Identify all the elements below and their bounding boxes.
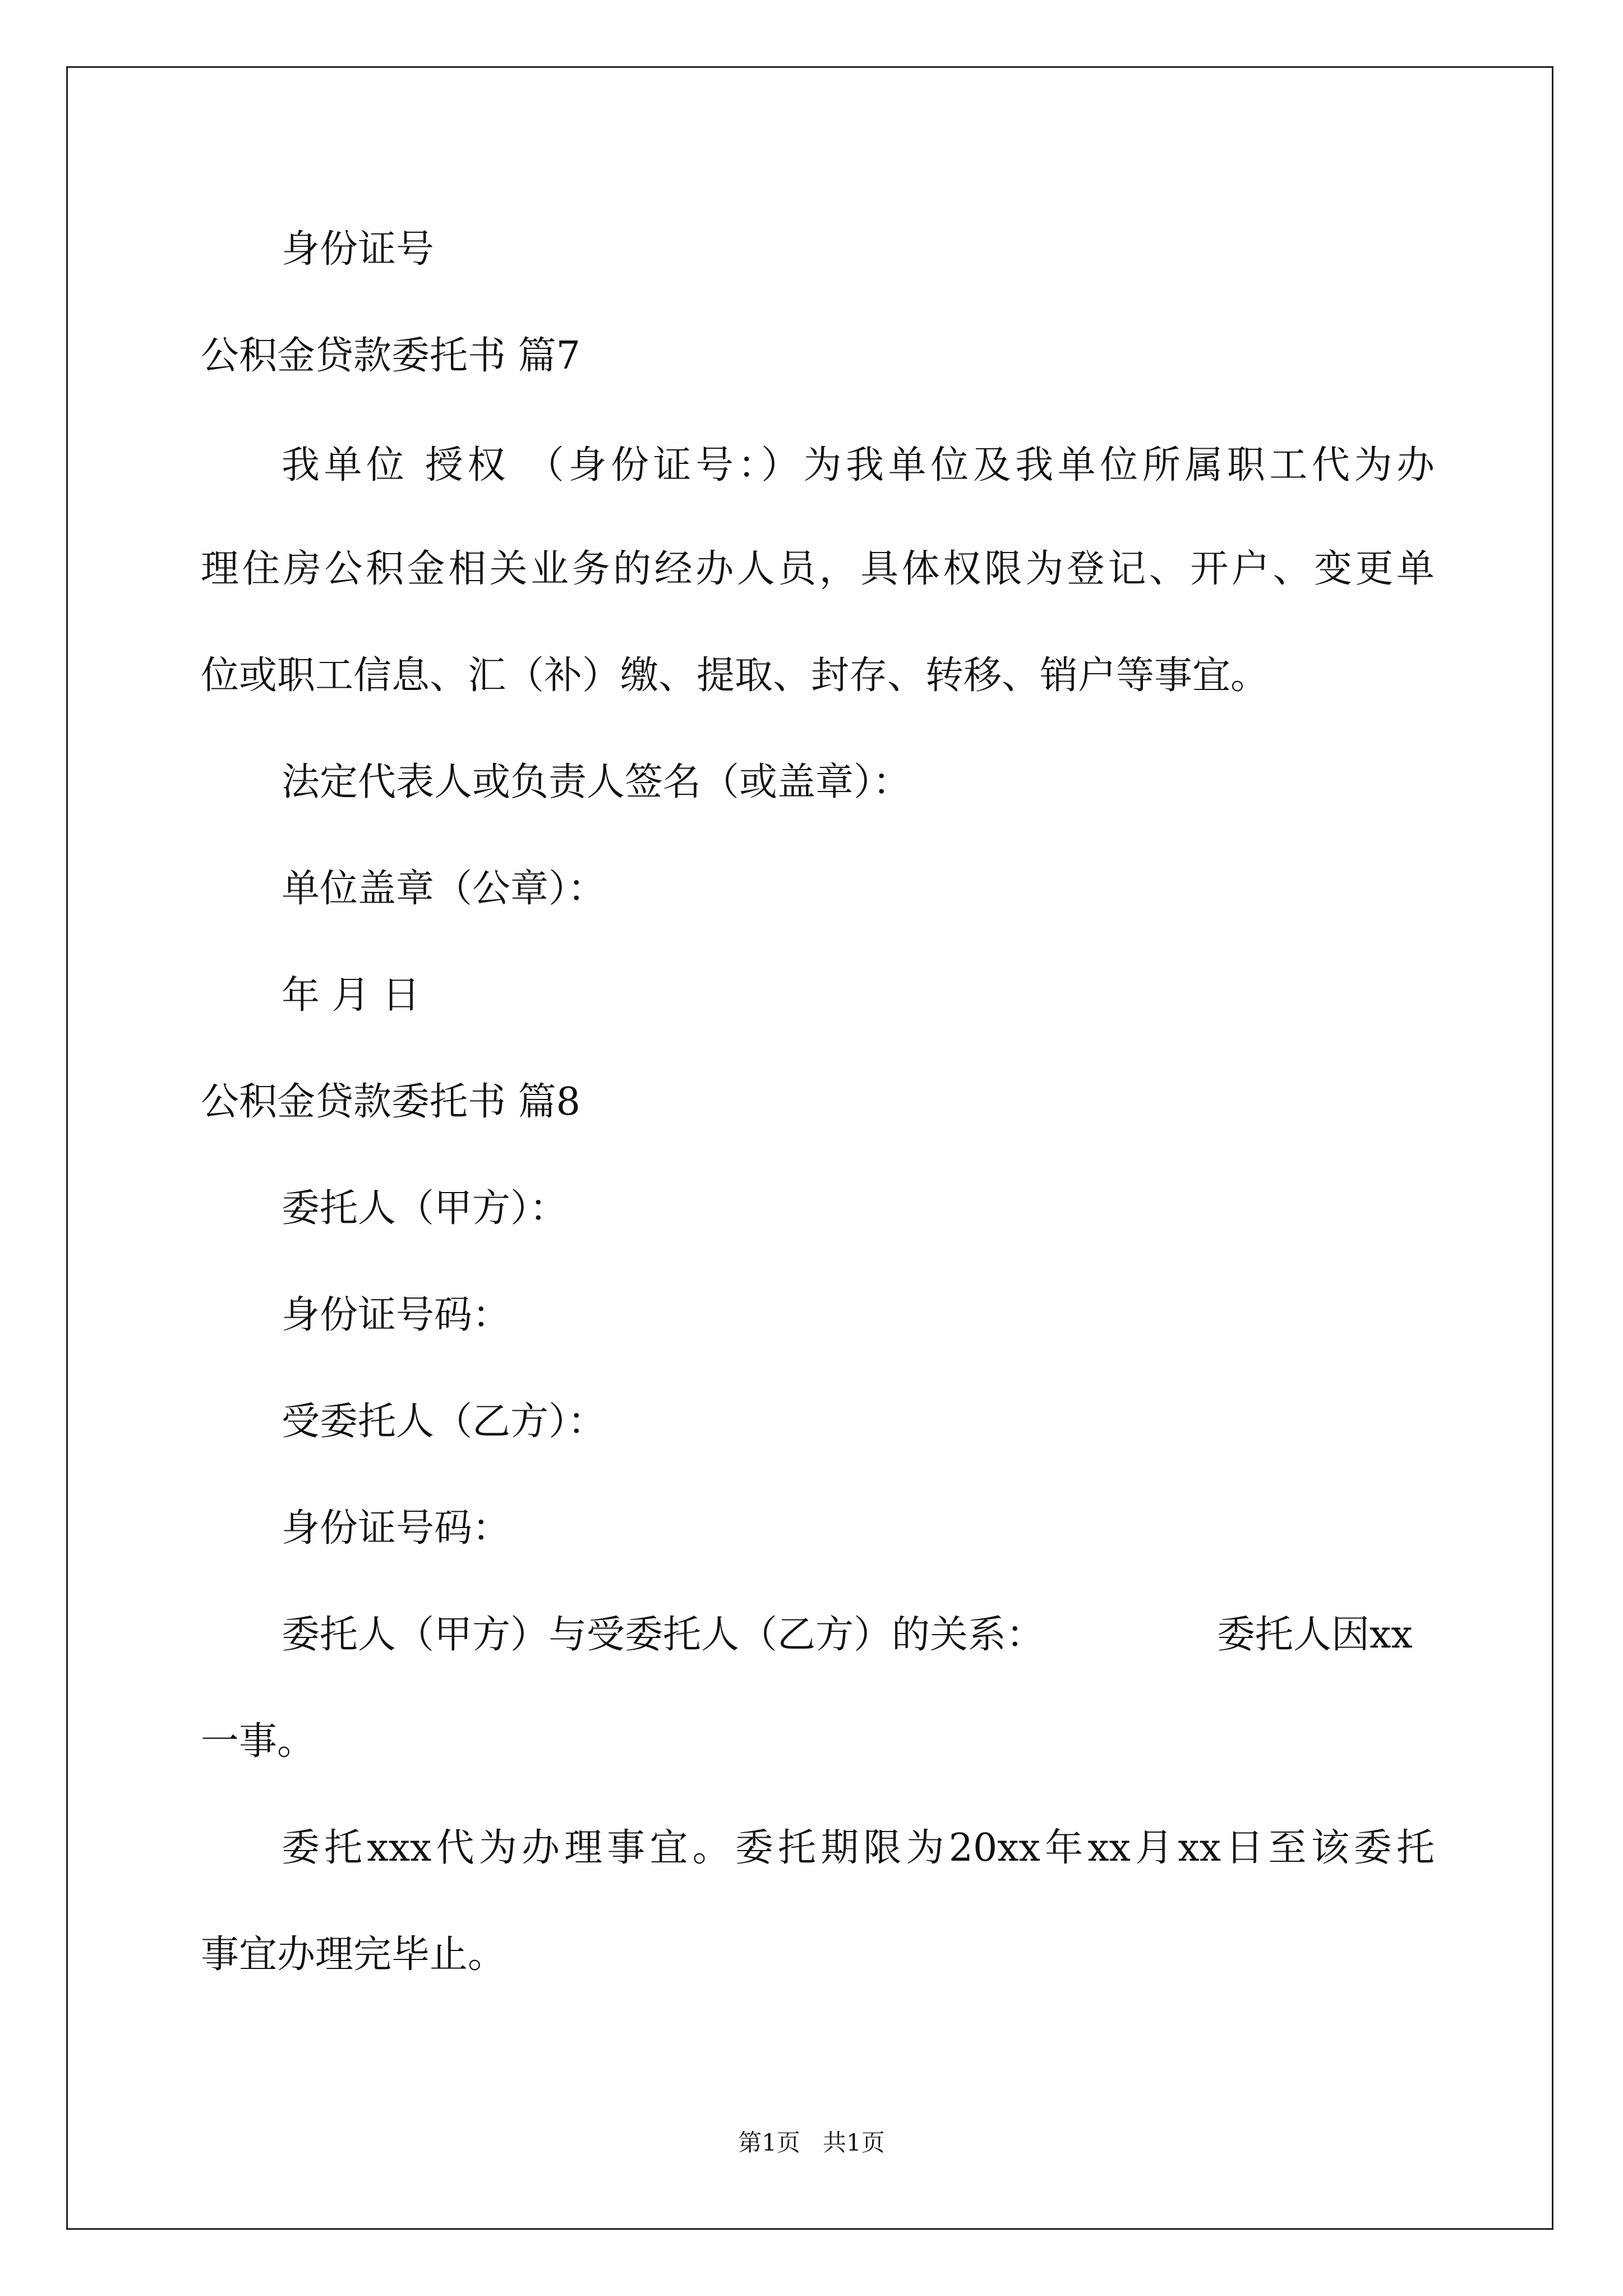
section-heading-8: 公积金贷款委托书 篇8 bbox=[201, 1080, 580, 1124]
section-heading-7: 公积金贷款委托书 篇7 bbox=[201, 334, 580, 378]
paragraph-line: 事宜办理完毕止。 bbox=[201, 1932, 506, 1977]
principal-label: 委托人（甲方）： bbox=[282, 1186, 568, 1231]
paragraph-line: 位或职工信息、汇（补）缴、提取、封存、转移、销户等事宜。 bbox=[201, 654, 1269, 698]
id-number-label: 身份证号 bbox=[282, 227, 435, 272]
paragraph-line: 一事。 bbox=[201, 1719, 316, 1764]
principal-id-label: 身份证号码： bbox=[282, 1293, 511, 1337]
page-footer: 第1页 共1页 bbox=[738, 2129, 885, 2156]
agent-label: 受委托人（乙方）： bbox=[282, 1400, 606, 1444]
date-line: 年 月 日 bbox=[282, 973, 421, 1018]
relationship-line-tail: 委托人因xx bbox=[1217, 1613, 1413, 1657]
paragraph-line: 委托xxx代为办理事宜。委托期限为20xx年xx月xx日至该委托 bbox=[282, 1826, 1435, 1870]
signature-line: 法定代表人或负责人签名（或盖章）： bbox=[282, 760, 911, 804]
seal-line: 单位盖章（公章）： bbox=[282, 867, 606, 911]
paragraph-line: 我单位 授权 （身份证号：）为我单位及我单位所属职工代为办 bbox=[282, 443, 1435, 487]
agent-id-label: 身份证号码： bbox=[282, 1506, 511, 1550]
relationship-line: 委托人（甲方）与受委托人（乙方）的关系： bbox=[282, 1613, 1045, 1657]
paragraph-line: 理住房公积金相关业务的经办人员，具体权限为登记、开户、变更单 bbox=[201, 547, 1435, 591]
page-border bbox=[66, 66, 1553, 2230]
